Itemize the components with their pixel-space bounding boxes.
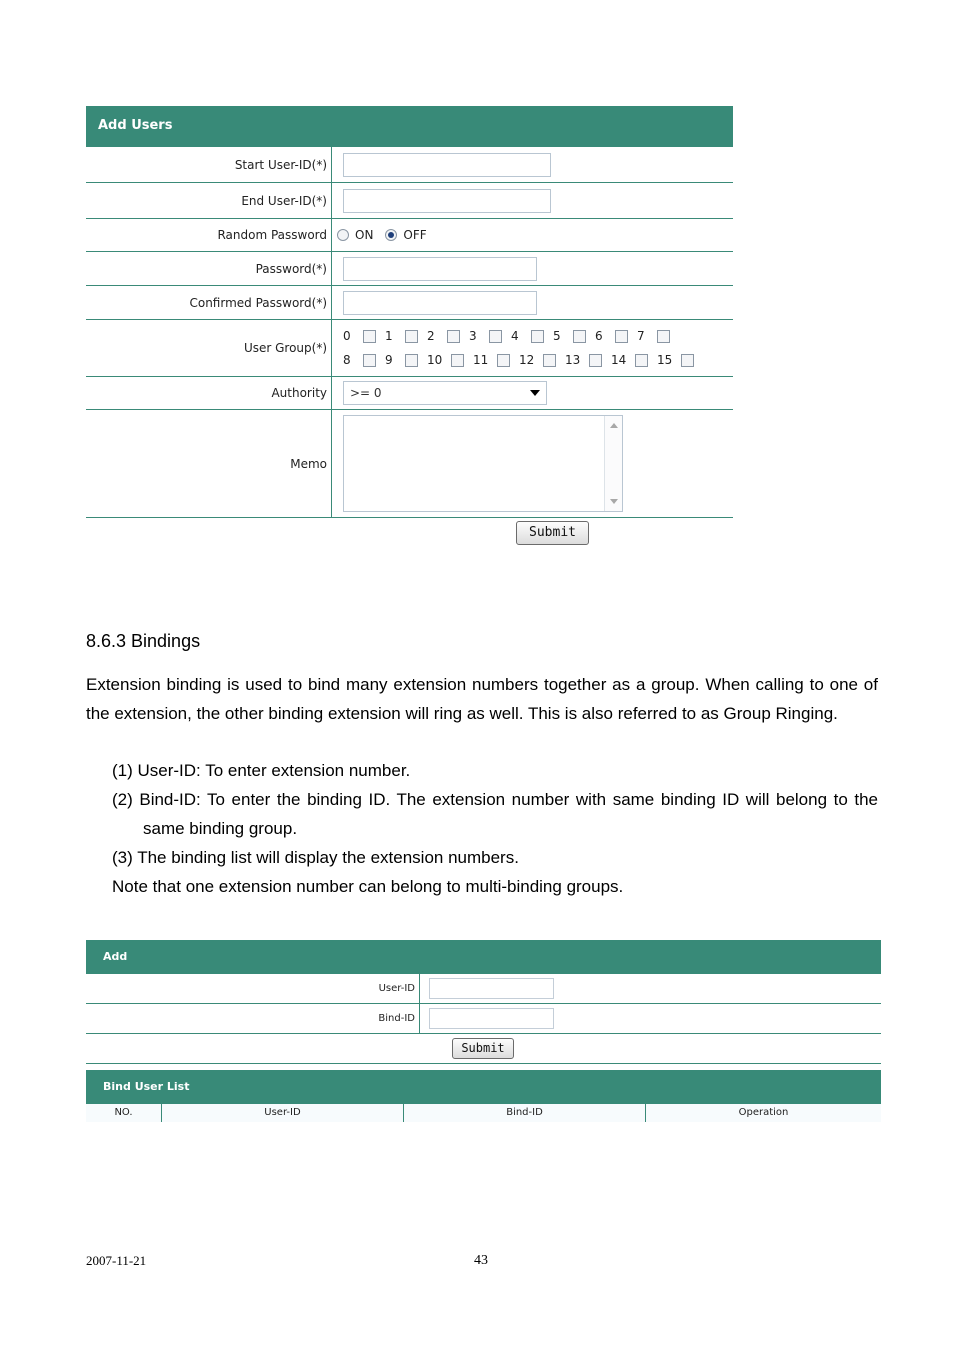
random-password-label: Random Password <box>86 219 332 251</box>
authority-label: Authority <box>86 377 332 409</box>
group-13-checkbox[interactable] <box>589 354 602 367</box>
start-user-id-input[interactable] <box>343 153 551 177</box>
list-item-3: (3) The binding list will display the extension numbers. <box>112 848 519 867</box>
start-user-id-row <box>86 147 733 183</box>
group-5-label: 5 <box>553 329 561 343</box>
group-2-label: 2 <box>427 329 435 343</box>
col-operation: Operation <box>738 1107 789 1118</box>
page-number: 43 <box>474 1253 488 1268</box>
bind-bind-id-row <box>86 1004 881 1034</box>
random-password-row <box>86 219 733 252</box>
group-15-label: 15 <box>657 353 673 367</box>
password-label: Password(*) <box>86 252 332 285</box>
group-1-checkbox[interactable] <box>405 330 418 343</box>
group-6-checkbox[interactable] <box>615 330 628 343</box>
group-11-label: 11 <box>473 353 489 367</box>
random-off-radio[interactable] <box>385 229 397 241</box>
col-bind-id: Bind-ID <box>404 1104 646 1122</box>
bind-submit-button[interactable]: Submit <box>452 1038 514 1059</box>
memo-row <box>86 410 733 518</box>
group-10-checkbox[interactable] <box>451 354 464 367</box>
bind-user-id-input[interactable] <box>429 978 554 999</box>
group-7-label: 7 <box>637 329 645 343</box>
group-12-label: 12 <box>519 353 535 367</box>
authority-value: >= 0 <box>350 386 382 400</box>
footer-date: 2007-11-21 <box>86 1253 147 1268</box>
list-item-1: (1) User-ID: To enter extension number. <box>112 761 411 780</box>
scroll-up-icon[interactable] <box>610 423 618 428</box>
group-14-label: 14 <box>611 353 627 367</box>
authority-row <box>86 377 733 410</box>
note-text: Note that one extension number can belong to multi-binding groups. <box>112 877 624 896</box>
group-9-label: 9 <box>385 353 393 367</box>
start-user-id-label: Start User-ID(*) <box>86 147 332 182</box>
group-15-checkbox[interactable] <box>681 354 694 367</box>
end-user-id-label: End User-ID(*) <box>86 183 332 218</box>
group-10-label: 10 <box>427 353 443 367</box>
group-7-checkbox[interactable] <box>657 330 670 343</box>
add-users-title: Add Users <box>86 106 733 147</box>
authority-select[interactable] <box>343 381 547 405</box>
password-input[interactable] <box>343 257 537 281</box>
random-on-radio[interactable] <box>337 229 349 241</box>
group-1-label: 1 <box>385 329 393 343</box>
add-users-form <box>86 106 733 518</box>
bind-bind-id-input[interactable] <box>429 1008 554 1029</box>
group-11-checkbox[interactable] <box>497 354 510 367</box>
memo-label: Memo <box>86 410 332 517</box>
bind-add-title: Add <box>86 940 881 974</box>
bind-user-id-label: User-ID <box>86 974 420 1003</box>
user-group-label: User Group(*) <box>86 320 332 376</box>
col-user-id: User-ID <box>162 1104 404 1122</box>
bind-form <box>86 940 881 1122</box>
memo-scrollbar[interactable] <box>604 416 622 511</box>
group-8-label: 8 <box>343 353 351 367</box>
bind-list-header <box>86 1104 881 1122</box>
group-8-checkbox[interactable] <box>363 354 376 367</box>
group-4-label: 4 <box>511 329 519 343</box>
group-14-checkbox[interactable] <box>635 354 648 367</box>
confirmed-password-row <box>86 286 733 320</box>
random-on-label: ON <box>355 228 374 242</box>
group-0-checkbox[interactable] <box>363 330 376 343</box>
group-3-label: 3 <box>469 329 477 343</box>
user-group-row <box>86 320 733 377</box>
end-user-id-input[interactable] <box>343 189 551 213</box>
group-2-checkbox[interactable] <box>447 330 460 343</box>
end-user-id-row <box>86 183 733 219</box>
chevron-down-icon <box>530 390 540 396</box>
bind-bind-id-label: Bind-ID <box>86 1004 420 1033</box>
section-heading: 8.6.3 Bindings <box>86 631 201 651</box>
group-13-label: 13 <box>565 353 581 367</box>
group-4-checkbox[interactable] <box>531 330 544 343</box>
col-no: NO. <box>86 1104 162 1122</box>
group-0-label: 0 <box>343 329 351 343</box>
bind-list-title: Bind User List <box>86 1070 881 1104</box>
password-row <box>86 252 733 286</box>
group-9-checkbox[interactable] <box>405 354 418 367</box>
confirmed-password-input[interactable] <box>343 291 537 315</box>
confirmed-password-label: Confirmed Password(*) <box>86 286 332 319</box>
user-group-line-2 <box>343 348 703 372</box>
add-users-submit-button[interactable]: Submit <box>516 521 589 545</box>
intro-paragraph: Extension binding is used to bind many extension numbers together as a group. When calling to one of the extension, the other binding extension will ring as well. This is also referred to as Group Ringing. <box>86 675 878 723</box>
group-3-checkbox[interactable] <box>489 330 502 343</box>
user-group-line-1 <box>343 324 679 348</box>
bind-user-id-row <box>86 974 881 1004</box>
group-12-checkbox[interactable] <box>543 354 556 367</box>
group-6-label: 6 <box>595 329 603 343</box>
bind-submit-row <box>86 1034 881 1064</box>
memo-textarea[interactable] <box>343 415 623 512</box>
scroll-down-icon[interactable] <box>610 499 618 504</box>
list-item-2: (2) Bind-ID: To enter the binding ID. The extension number with same binding ID will belong to the same binding group. <box>112 790 878 838</box>
group-5-checkbox[interactable] <box>573 330 586 343</box>
random-off-label: OFF <box>403 228 427 242</box>
